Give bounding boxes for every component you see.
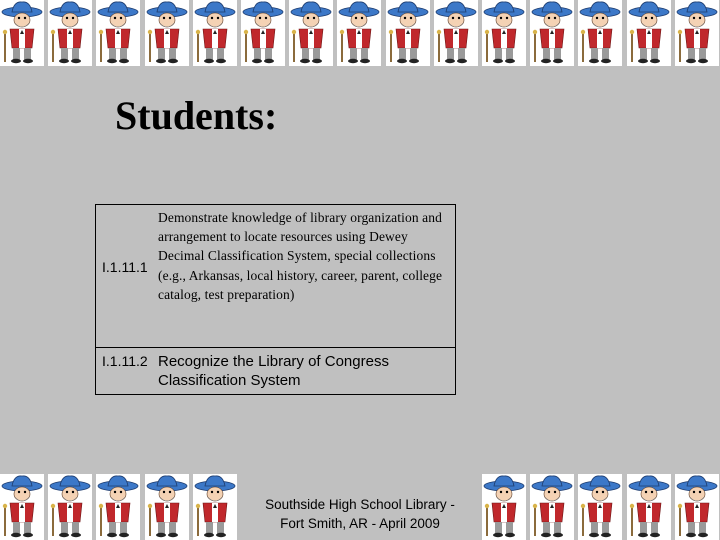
rebel-mascot-icon	[482, 474, 526, 540]
footer-line-1: Southside High School Library -	[265, 497, 455, 512]
standard-description: Recognize the Library of Congress Classification System	[158, 353, 389, 389]
standard-code: I.1.11.2	[102, 353, 148, 369]
rebel-mascot-icon	[145, 474, 189, 540]
rebel-mascot-icon	[0, 474, 44, 540]
rebel-mascot-icon	[289, 0, 333, 66]
rebel-mascot-icon	[96, 0, 140, 66]
standard-row	[96, 205, 455, 348]
rebel-mascot-icon	[434, 0, 478, 66]
rebel-mascot-icon	[0, 0, 44, 66]
footer-credit	[258, 495, 462, 533]
rebel-mascot-icon	[578, 0, 622, 66]
rebel-mascot-icon	[337, 0, 381, 66]
slide-title: Students:	[115, 93, 278, 138]
rebel-mascot-icon	[530, 474, 574, 540]
rebel-mascot-icon	[482, 0, 526, 66]
top-mascot-border	[0, 0, 720, 66]
rebel-mascot-icon	[675, 474, 719, 540]
rebel-mascot-icon	[627, 0, 671, 66]
rebel-mascot-icon	[145, 0, 189, 66]
standard-code: I.1.11.1	[102, 259, 148, 275]
rebel-mascot-icon	[530, 0, 574, 66]
rebel-mascot-icon	[193, 0, 237, 66]
rebel-mascot-icon	[627, 474, 671, 540]
rebel-mascot-icon	[48, 474, 92, 540]
footer-line-2: Fort Smith, AR - April 2009	[280, 516, 440, 531]
rebel-mascot-icon	[241, 0, 285, 66]
rebel-mascot-icon	[578, 474, 622, 540]
rebel-mascot-icon	[193, 474, 237, 540]
rebel-mascot-icon	[386, 0, 430, 66]
rebel-mascot-icon	[675, 0, 719, 66]
rebel-mascot-icon	[96, 474, 140, 540]
rebel-mascot-icon	[48, 0, 92, 66]
standards-table	[95, 204, 456, 395]
standard-row	[96, 348, 455, 394]
standard-description: Demonstrate knowledge of library organization and arrangement to locate resources using Dewey Decimal Classification System, special collections (e.g., Arkansas, local history, career, parent, college catalog, test preparation)	[158, 210, 443, 302]
